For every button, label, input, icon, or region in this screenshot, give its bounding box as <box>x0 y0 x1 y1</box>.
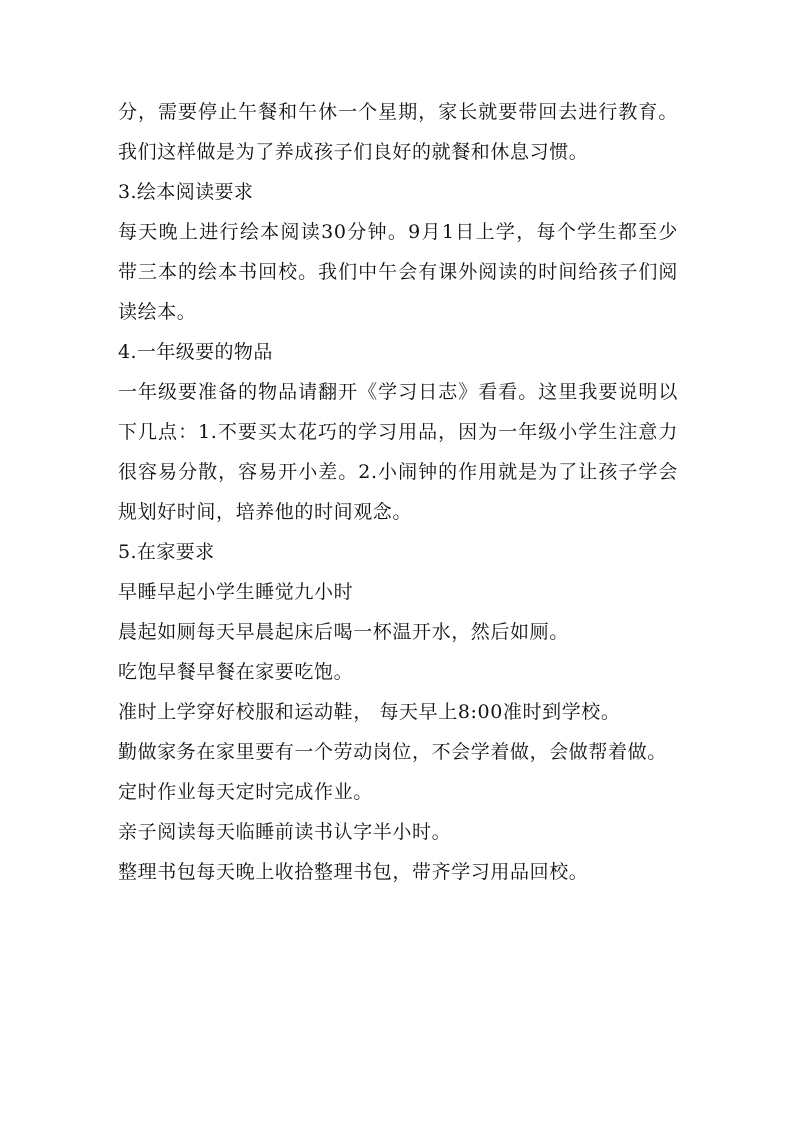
paragraph-lunch-rest: 分，需要停止午餐和午休一个星期，家长就要带回去进行教育。我们这样做是为了养成孩子们良好的就餐和休息习惯。 <box>118 101 678 163</box>
heading-picture-book-reading: 3.绘本阅读要求 <box>118 181 254 203</box>
list-item-early-sleep: 早睡早起小学生睡觉九小时 <box>118 581 354 603</box>
list-item-morning-toilet: 晨起如厕每天早晨起床后喝一杯温开水，然后如厕。 <box>118 621 569 643</box>
list-item-pack-schoolbag: 整理书包每天晚上收拾整理书包，带齐学习用品回校。 <box>118 861 589 883</box>
list-item-punctual-school: 准时上学穿好校服和运动鞋， 每天早上8:00准时到学校。 <box>118 701 621 723</box>
list-item-housework: 勤做家务在家里要有一个劳动岗位，不会学着做，会做帮着做。 <box>118 741 667 763</box>
heading-first-grade-items: 4.一年级要的物品 <box>118 341 273 363</box>
paragraph-picture-book-reading: 每天晚上进行绘本阅读30分钟。9月1日上学，每个学生都至少带三本的绘本书回校。我们中午会有课外阅读的时间给孩子们阅读绘本。 <box>118 221 678 323</box>
list-item-breakfast: 吃饱早餐早餐在家要吃饱。 <box>118 661 354 683</box>
list-item-homework: 定时作业每天定时完成作业。 <box>118 781 373 803</box>
list-item-parent-child-reading: 亲子阅读每天临睡前读书认字半小时。 <box>118 821 452 843</box>
document-body <box>118 92 678 892</box>
heading-home-requirements: 5.在家要求 <box>118 541 215 563</box>
paragraph-first-grade-items: 一年级要准备的物品请翻开《学习日志》看看。这里我要说明以下几点：1.不要买太花巧的学习用品，因为一年级小学生注意力很容易分散，容易开小差。2.小闹钟的作用就是为了让孩子学会规划好时间，培养他的时间观念。 <box>118 381 678 523</box>
